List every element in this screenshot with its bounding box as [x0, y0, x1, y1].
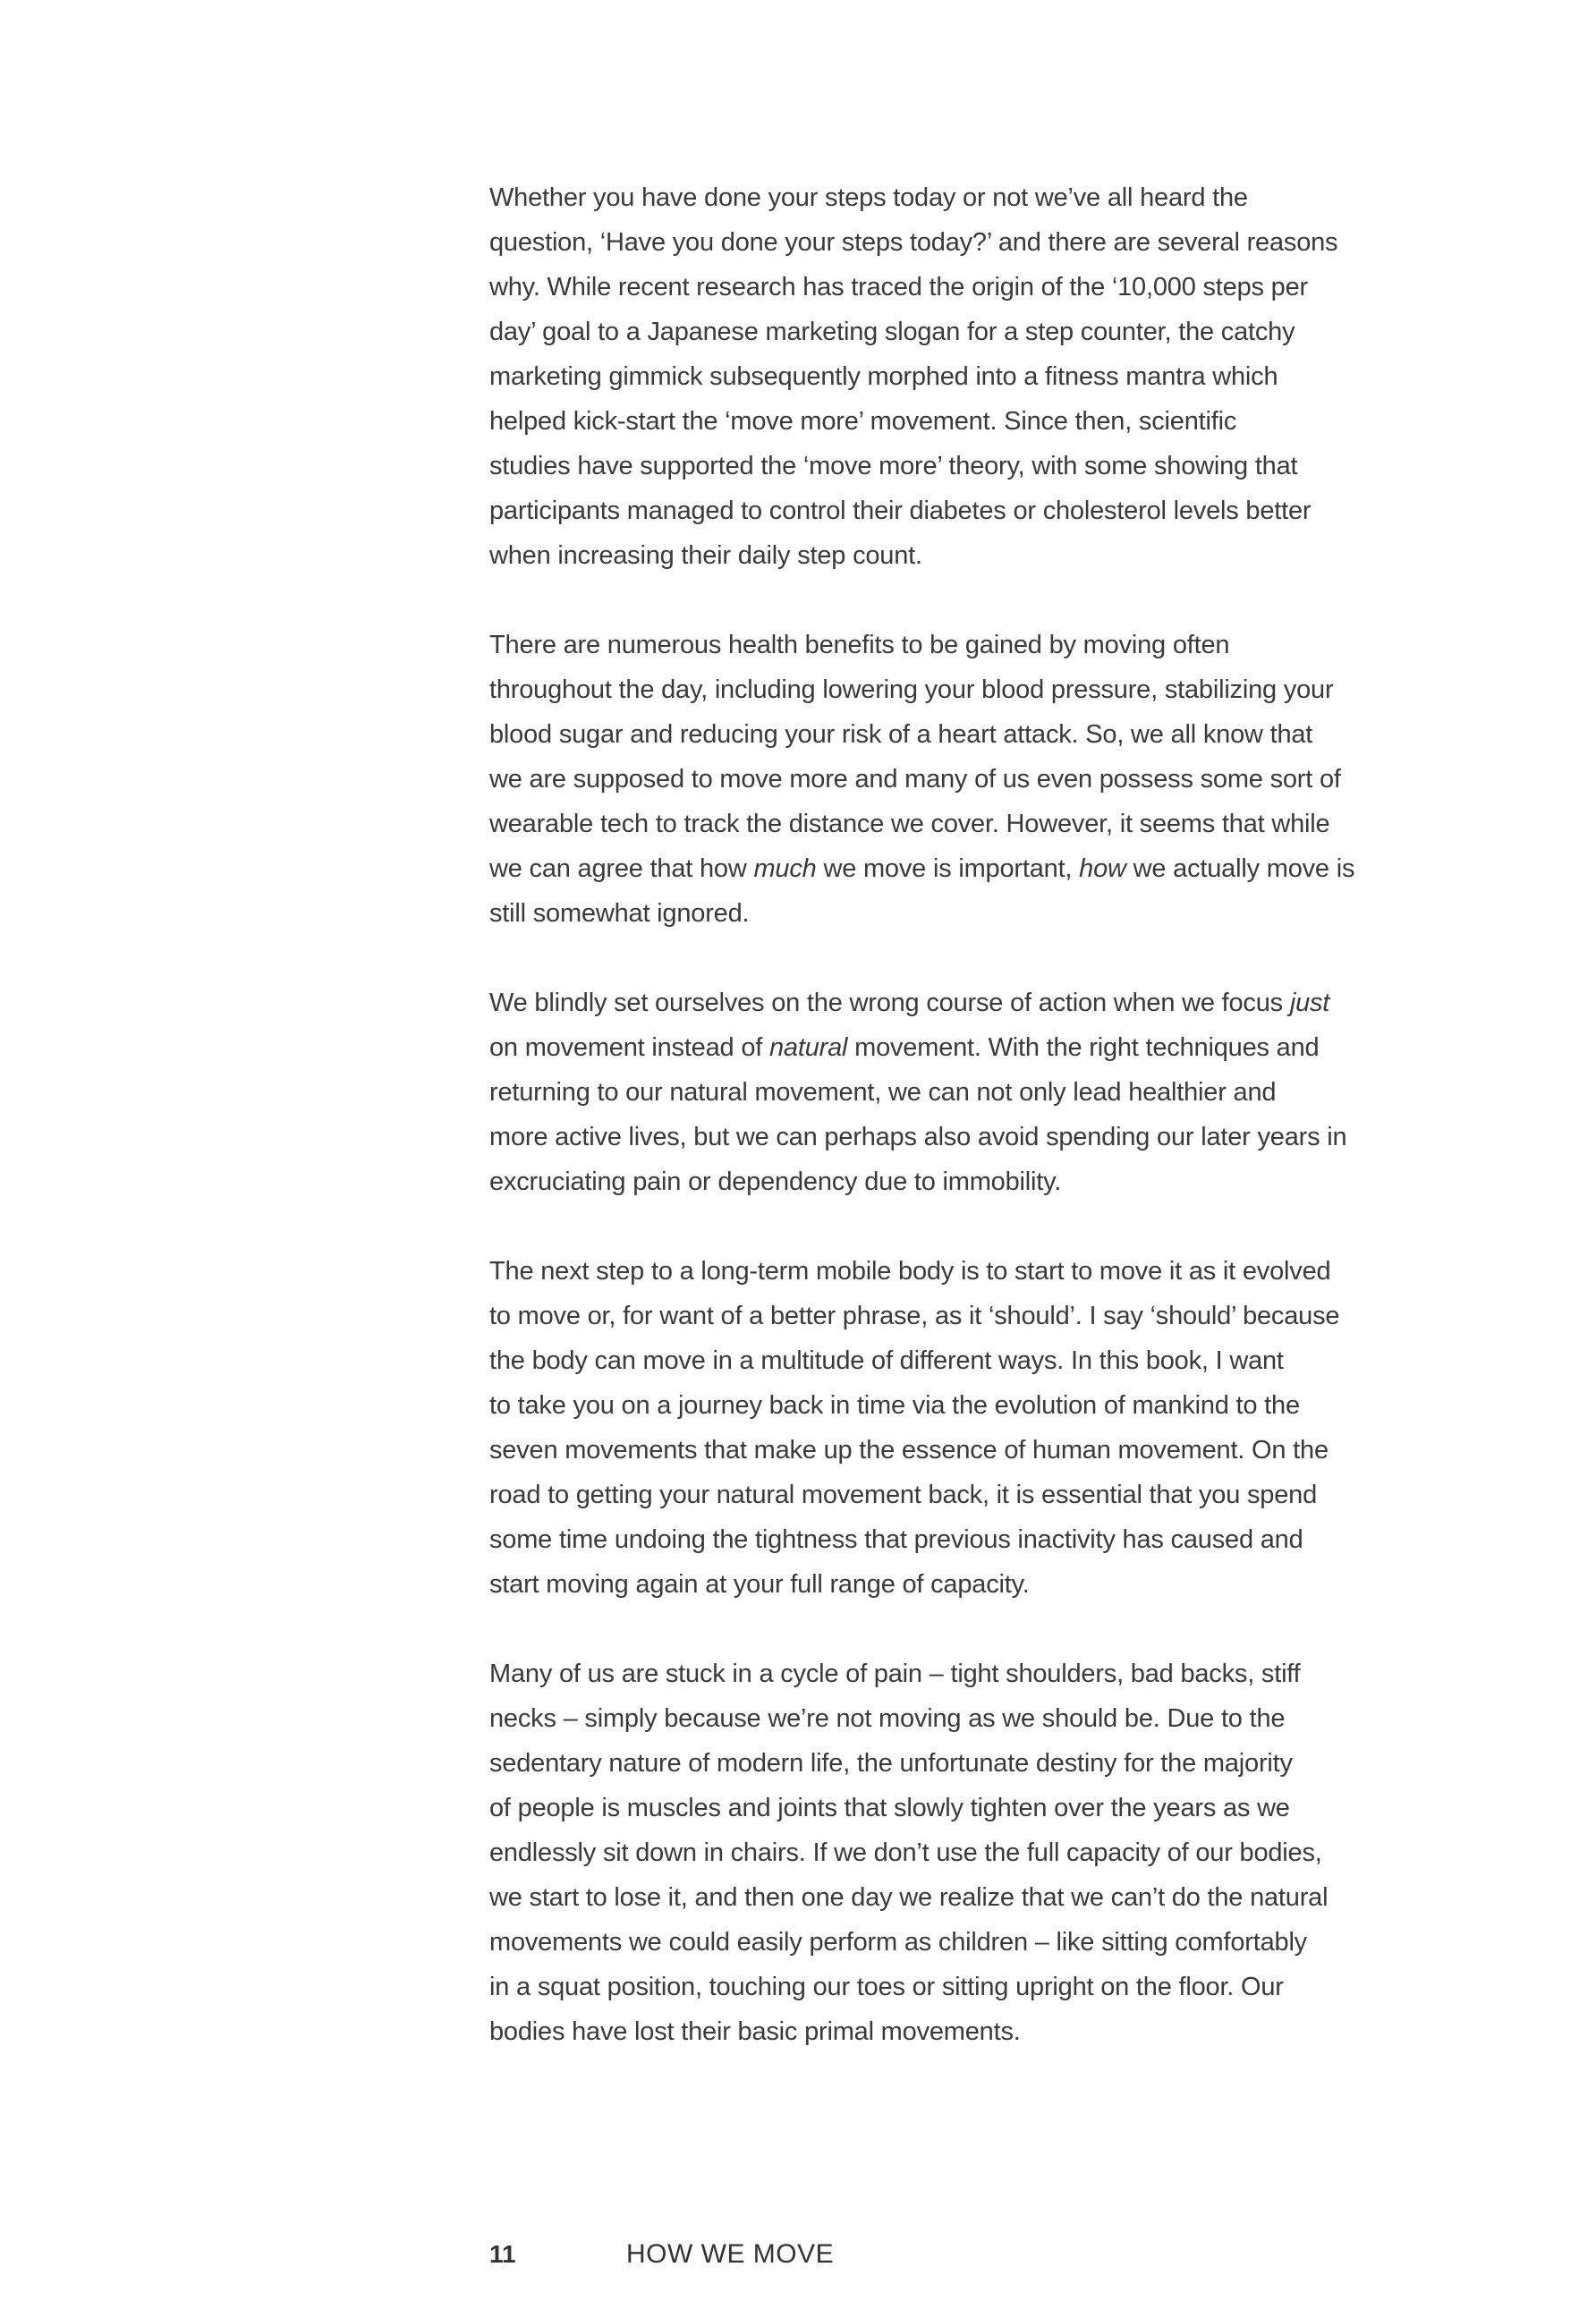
text-segment: we move is important,	[816, 854, 1080, 883]
text-line: The next step to a long-term mobile body is to start to move it as it evolved	[489, 1257, 1331, 1286]
paragraph	[489, 175, 1473, 578]
text-line: movements we could easily perform as children – like sitting comfortably	[489, 1928, 1307, 1957]
text-line: road to getting your natural movement back, it is essential that you spend	[489, 1481, 1318, 1509]
text-line: to take you on a journey back in time via the evolution of mankind to the	[489, 1391, 1300, 1420]
text-line: marketing gimmick subsequently morphed into a fitness mantra which	[489, 362, 1278, 391]
text-line: studies have supported the ‘move more’ theory, with some showing that	[489, 452, 1298, 480]
text-line: still somewhat ignored.	[489, 899, 750, 928]
italic-emphasis: how	[1079, 854, 1126, 883]
page-number: 11	[489, 2240, 516, 2268]
italic-emphasis: much	[753, 854, 817, 883]
text-line: Whether you have done your steps today or not we’ve all heard the	[489, 183, 1248, 212]
text-line: bodies have lost their basic primal movements.	[489, 2017, 1021, 2046]
text-line: seven movements that make up the essence of human movement. On the	[489, 1436, 1329, 1465]
text-line: excruciating pain or dependency due to immobility.	[489, 1167, 1062, 1196]
text-line: participants managed to control their diabetes or cholesterol levels better	[489, 497, 1312, 525]
text-line: we are supposed to move more and many of us even possess some sort of	[489, 765, 1341, 794]
text-line: start moving again at your full range of capacity.	[489, 1570, 1030, 1599]
text-segment: on movement instead of	[489, 1033, 769, 1062]
text-segment: we can agree that how	[489, 854, 754, 883]
italic-emphasis: just	[1289, 989, 1330, 1017]
text-line: why. While recent research has traced the origin of the ‘10,000 steps per	[489, 273, 1308, 301]
paragraph	[489, 1651, 1473, 2054]
text-line	[489, 981, 1473, 1025]
text-line: when increasing their daily step count.	[489, 541, 922, 570]
text-line: sedentary nature of modern life, the unfortunate destiny for the majority	[489, 1749, 1293, 1778]
running-title: HOW WE MOVE	[626, 2239, 835, 2269]
text-line: necks – simply because we’re not moving as we should be. Due to the	[489, 1704, 1286, 1733]
text-line: question, ‘Have you done your steps today?’ and there are several reasons	[489, 228, 1338, 257]
text-line: in a squat position, touching our toes or sitting upright on the floor. Our	[489, 1973, 1284, 2001]
text-line: throughout the day, including lowering your blood pressure, stabilizing your	[489, 675, 1334, 704]
text-line: returning to our natural movement, we can not only lead healthier and	[489, 1078, 1277, 1107]
text-line: day’ goal to a Japanese marketing slogan for a step counter, the catchy	[489, 318, 1295, 346]
text-line	[489, 1025, 1473, 1070]
text-line: some time undoing the tightness that previous inactivity has caused and	[489, 1525, 1303, 1554]
italic-emphasis: natural	[768, 1033, 848, 1062]
paragraph	[489, 981, 1473, 1204]
text-line	[489, 846, 1473, 891]
text-line: the body can move in a multitude of different ways. In this book, I want	[489, 1346, 1284, 1375]
body-text	[489, 175, 1473, 2099]
text-line: There are numerous health benefits to be gained by moving often	[489, 631, 1230, 659]
text-line: blood sugar and reducing your risk of a heart attack. So, we all know that	[489, 720, 1313, 749]
text-line: wearable tech to track the distance we cover. However, it seems that while	[489, 810, 1330, 838]
paragraph	[489, 1249, 1473, 1607]
text-line: we start to lose it, and then one day we realize that we can’t do the natural	[489, 1883, 1329, 1912]
paragraph	[489, 623, 1473, 936]
text-line: more active lives, but we can perhaps also avoid spending our later years in	[489, 1123, 1347, 1151]
text-segment: we actually move is	[1125, 854, 1355, 883]
text-segment: movement. With the right techniques and	[847, 1033, 1320, 1062]
text-line: helped kick-start the ‘move more’ movement. Since then, scientific	[489, 407, 1237, 436]
text-segment: We blindly set ourselves on the wrong course of action when we focus	[489, 989, 1290, 1017]
text-line: Many of us are stuck in a cycle of pain – tight shoulders, bad backs, stiff	[489, 1660, 1301, 1688]
text-line: of people is muscles and joints that slowly tighten over the years as we	[489, 1794, 1290, 1822]
text-line: to move or, for want of a better phrase, as it ‘should’. I say ‘should’ because	[489, 1302, 1340, 1330]
text-line: endlessly sit down in chairs. If we don’t use the full capacity of our bodies,	[489, 1838, 1322, 1867]
